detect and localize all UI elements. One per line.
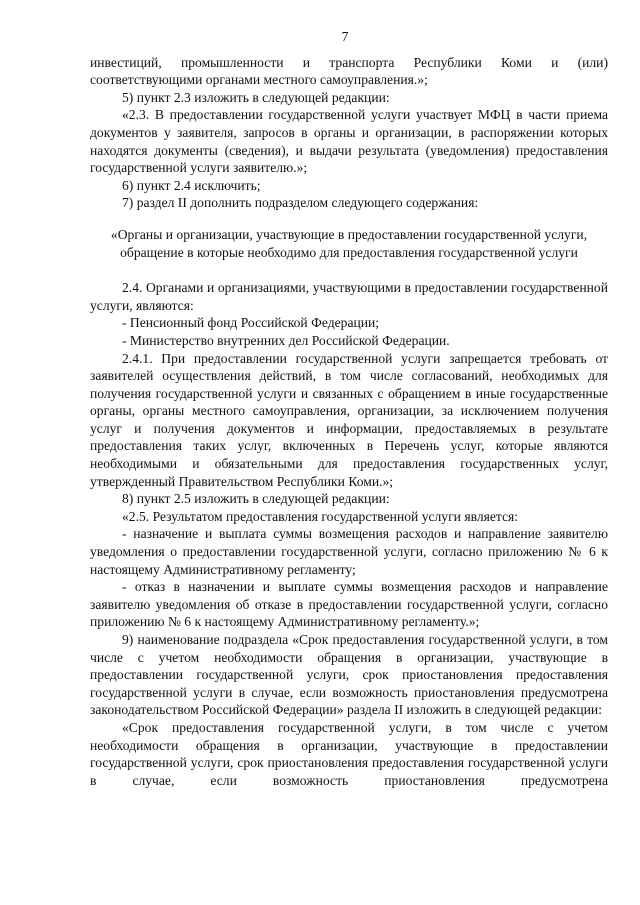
paragraph-clause-2-3: «2.3. В предоставлении государственной услуги участвует МФЦ в части приема документов у заявителя, запросов в органы и организации, в распоряжении которых находятся документы (сведения), и выдачи результата (уведомления) предоставления государственной услуги заявителю.»; — [90, 107, 608, 176]
list-item-result-refusal: - отказ в назначении и выплате суммы возмещения расходов и направление заявителю уведомления об отказе в предоставлении государственной услуги, согласно приложению № 6 к настоящему Административному регламенту.»; — [90, 579, 608, 630]
paragraph-new-subsection-title: «Срок предоставления государственной услуги, в том числе с учетом необходимости обращения в организации, участвующие в предоставлении государственной услуги, срок приостановления предоставления государственной услуги в случае, если возможность приостановления предусмотрена — [90, 719, 608, 788]
paragraph-item-9: 9) наименование подраздела «Срок предоставления государственной услуги, в том числе с учетом необходимости обращения в организации, участвующие в предоставлении государственной услуги, срок приостановления предоставления государственной услуги в случае, если возможность приостановления предусмотрена законодательством Российской Федерации» раздела II изложить в следующей редакции: — [90, 632, 608, 718]
paragraph-item-6: 6) пункт 2.4 исключить; — [122, 177, 261, 193]
paragraph-clause-2-4-1: 2.4.1. При предоставлении государственной услуги запрещается требовать от заявителей осуществления действий, в том числе согласований, необходимых для получения государственной услуги и связанных с обращением в иные государственные органы, органы местного самоуправления, организации, за исключением получения услуг и получения документов и информации, предоставляемых в результате предоставления таких услуг, включенных в Перечень услуг, которые являются необходимыми и обязательными для предоставления государственных услуг, утвержденный Правительством Республики Коми.»; — [90, 350, 608, 489]
paragraph-continuation: инвестиций, промышленности и транспорта Республики Коми и (или) соответствующими органами местного самоуправления.»; — [90, 54, 608, 88]
page-number: 7 — [341, 29, 349, 44]
list-item-pension-fund: - Пенсионный фонд Российской Федерации; — [122, 315, 380, 331]
paragraph-item-7: 7) раздел II дополнить подразделом следующего содержания: — [122, 195, 479, 211]
paragraph-clause-2-5: «2.5. Результатом предоставления государственной услуги является: — [122, 508, 519, 524]
paragraph-item-8: 8) пункт 2.5 изложить в следующей редакции: — [122, 491, 390, 507]
list-item-interior-ministry: - Министерство внутренних дел Российской Федерации. — [122, 332, 450, 348]
subsection-heading: «Органы и организации, участвующие в предоставлении государственной услуги, обращение в которые необходимо для предоставления государственной услуги — [110, 226, 588, 260]
paragraph-clause-2-4: 2.4. Органами и организациями, участвующими в предоставлении государственной услуги, являются: — [90, 280, 608, 313]
list-item-result-payment: - назначение и выплата суммы возмещения расходов и направление заявителю уведомления о предоставлении государственной услуги, согласно приложению № 6 к настоящему Административному регламенту; — [90, 526, 608, 577]
paragraph-item-5: 5) пункт 2.3 изложить в следующей редакции: — [122, 89, 390, 105]
